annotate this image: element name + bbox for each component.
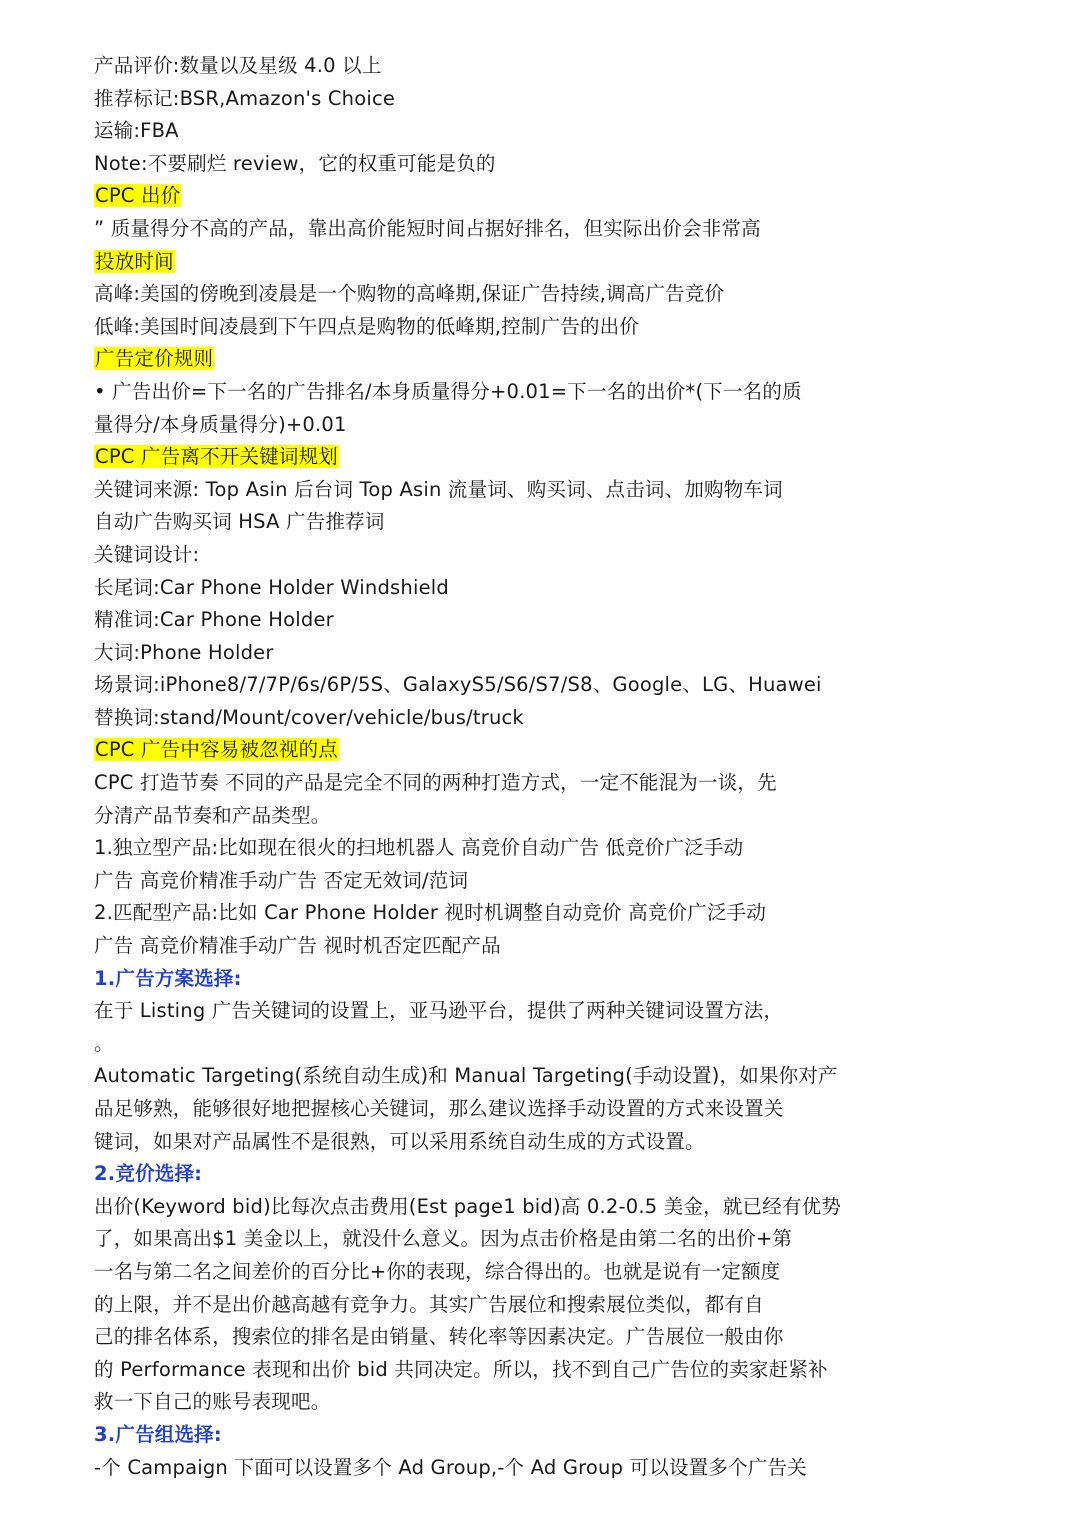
text-line [94, 1223, 1054, 1256]
text-line [94, 311, 1054, 344]
paragraph-text: Note:不要刷烂 review，它的权重可能是负的 [94, 151, 496, 175]
text-line [94, 1289, 1054, 1322]
subheading-text: 2.竞价选择: [94, 1162, 203, 1186]
highlighted-heading-text: CPC 出价 [95, 184, 181, 208]
paragraph-text: 救一下自己的账号表现吧。 [94, 1390, 331, 1414]
text-line [94, 83, 1054, 116]
text-line [94, 50, 1054, 83]
paragraph-text: 出价(Keyword bid)比每次点击费用(Est page1 bid)高 0.2-0.5 美金，就已经有优势 [94, 1194, 842, 1218]
paragraph-text: Automatic Targeting(系统自动生成)和 Manual Targeting(手动设置)，如果你对产 [94, 1064, 838, 1088]
text-line [94, 1354, 1054, 1387]
highlighted-heading-text: CPC 广告离不开关键词规划 [95, 445, 338, 469]
paragraph-text: -个 Campaign 下面可以设置多个 Ad Group,-个 Ad Group 可以设置多个广告关 [94, 1455, 807, 1479]
section-heading [94, 246, 1054, 279]
paragraph-text: ” 质量得分不高的产品，靠出高价能短时间占据好排名，但实际出价会非常高 [94, 216, 761, 240]
paragraph-text: 在于 Listing 广告关键词的设置上，亚马逊平台，提供了两种关键词设置方法， [94, 999, 784, 1023]
paragraph-text: CPC 打造节奏 不同的产品是完全不同的两种打造方式，一定不能混为一谈，先 [94, 771, 777, 795]
text-line [94, 930, 1054, 963]
text-line [94, 1028, 1054, 1061]
paragraph-text: 精准词:Car Phone Holder [94, 608, 334, 632]
text-line [94, 995, 1054, 1028]
text-line [94, 1386, 1054, 1419]
text-line [94, 637, 1054, 670]
paragraph-text: 自动广告购买词 HSA 广告推荐词 [94, 510, 385, 534]
numbered-subheading [94, 963, 1054, 996]
text-line [94, 669, 1054, 702]
paragraph-text: 广告 高竞价精准手动广告 否定无效词/范词 [94, 868, 469, 892]
text-line [94, 865, 1054, 898]
text-line [94, 1191, 1054, 1224]
paragraph-text: 了，如果高出$1 美金以上，就没什么意义。因为点击价格是由第二名的出价+第 [94, 1227, 793, 1251]
text-line [94, 572, 1054, 605]
text-line [94, 767, 1054, 800]
text-line [94, 800, 1054, 833]
highlighted-heading-text: CPC 广告中容易被忽视的点 [95, 738, 338, 762]
text-line [94, 1126, 1054, 1159]
subheading-text: 1.广告方案选择: [94, 966, 242, 990]
paragraph-text: 分清产品节奏和产品类型。 [94, 803, 331, 827]
document-body [94, 50, 1054, 1484]
paragraph-text: 场景词:iPhone8/7/7P/6s/6P/5S、GalaxyS5/S6/S7/S8、Google、LG、Huawei [94, 673, 822, 697]
paragraph-text: 。 [94, 1031, 114, 1055]
paragraph-text: 大词:Phone Holder [94, 640, 274, 664]
text-line [94, 702, 1054, 735]
text-line [94, 1452, 1054, 1485]
paragraph-text: • 广告出价=下一名的广告排名/本身质量得分+0.01=下一名的出价*(下一名的质 [94, 379, 802, 403]
highlighted-heading-text: 投放时间 [95, 249, 174, 273]
paragraph-text: 关键词来源: Top Asin 后台词 Top Asin 流量词、购买词、点击词、加购物车词 [94, 477, 783, 501]
highlighted-heading-text: 广告定价规则 [95, 347, 214, 371]
text-line [94, 897, 1054, 930]
paragraph-text: 产品评价:数量以及星级 4.0 以上 [94, 54, 382, 77]
paragraph-text: 关键词设计: [94, 542, 200, 566]
subheading-text: 3.广告组选择: [94, 1422, 222, 1446]
numbered-subheading [94, 1419, 1054, 1452]
text-line [94, 213, 1054, 246]
section-heading [94, 441, 1054, 474]
paragraph-text: 一名与第二名之间差价的百分比+你的表现，综合得出的。也就是说有一定额度 [94, 1259, 781, 1283]
paragraph-text: 2.匹配型产品:比如 Car Phone Holder 视时机调整自动竞价 高竞价广泛手动 [94, 901, 767, 925]
paragraph-text: 替换词:stand/Mount/cover/vehicle/bus/truck [94, 705, 524, 729]
text-line [94, 1256, 1054, 1289]
paragraph-text: 量得分/本身质量得分)+0.01 [94, 412, 347, 436]
paragraph-text: 低峰:美国时间凌晨到下午四点是购物的低峰期,控制广告的出价 [94, 314, 640, 338]
paragraph-text: 高峰:美国的傍晚到凌晨是一个购物的高峰期,保证广告持续,调高广告竞价 [94, 282, 725, 306]
text-line [94, 539, 1054, 572]
paragraph-text: 键词，如果对产品属性不是很熟，可以采用系统自动生成的方式设置。 [94, 1129, 705, 1153]
paragraph-text: 己的排名体系，搜索位的排名是由销量、转化率等因素决定。广告展位一般由你 [94, 1325, 784, 1349]
paragraph-text: 广告 高竞价精准手动广告 视时机否定匹配产品 [94, 934, 501, 958]
text-line [94, 409, 1054, 442]
text-line [94, 832, 1054, 865]
paragraph-text: 1.独立型产品:比如现在很火的扫地机器人 高竞价自动广告 低竞价广泛手动 [94, 836, 744, 860]
numbered-subheading [94, 1158, 1054, 1191]
text-line [94, 376, 1054, 409]
text-line [94, 474, 1054, 507]
section-heading [94, 180, 1054, 213]
section-heading [94, 734, 1054, 767]
text-line [94, 115, 1054, 148]
paragraph-text: 运输:FBA [94, 119, 179, 143]
text-line [94, 1060, 1054, 1093]
paragraph-text: 的上限，并不是出价越高越有竞争力。其实广告展位和搜索展位类似，都有自 [94, 1292, 764, 1316]
paragraph-text: 品足够熟，能够很好地把握核心关键词，那么建议选择手动设置的方式来设置关 [94, 1097, 784, 1120]
text-line [94, 148, 1054, 181]
text-line [94, 506, 1054, 539]
paragraph-text: 的 Performance 表现和出价 bid 共同决定。所以，找不到自己广告位的卖家赶紧补 [94, 1357, 828, 1381]
text-line [94, 1321, 1054, 1354]
section-heading [94, 343, 1054, 376]
text-line [94, 1093, 1054, 1126]
paragraph-text: 长尾词:Car Phone Holder Windshield [94, 575, 449, 599]
text-line [94, 604, 1054, 637]
paragraph-text: 推荐标记:BSR,Amazon's Choice [94, 86, 396, 110]
text-line [94, 278, 1054, 311]
